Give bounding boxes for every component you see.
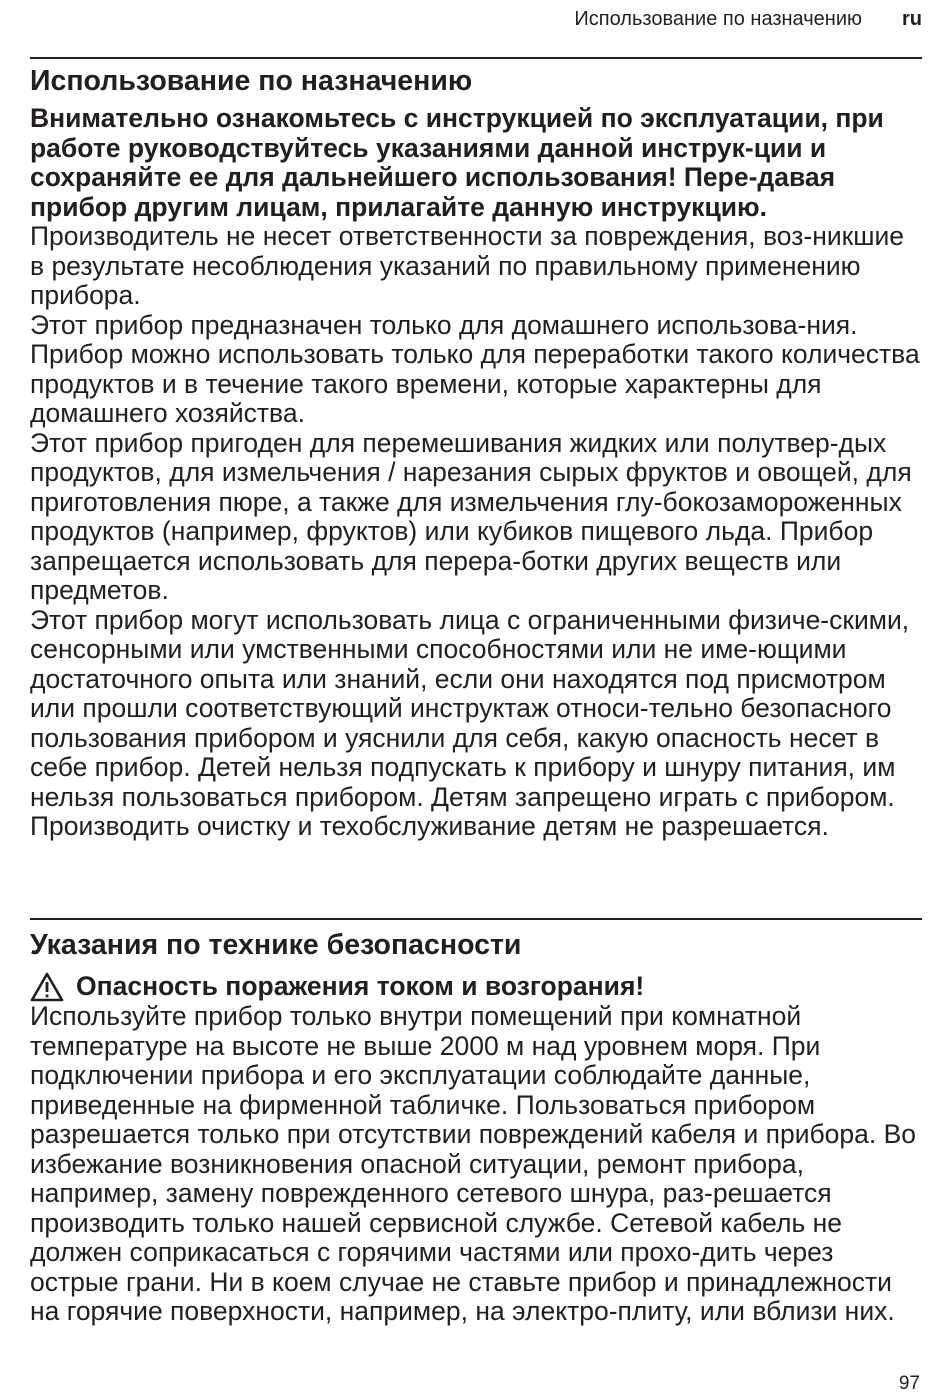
running-header-title: Использование по назначению bbox=[574, 7, 862, 30]
paragraph-household-use: Этот прибор предназначен только для домашнего использова-ния. Прибор можно использовать только для переработки такого количества продуктов и в течение такого времени, которые характерны для домашнего хозяйства. bbox=[30, 309, 920, 428]
paragraph-persons-children: Этот прибор могут использовать лица с ограниченными физиче-скими, сенсорными или умственными способностями или не име-ющими достаточного опыта или знаний, если они находятся под присмотром или прошли соответствующий инструктаж относи-тельно безопасного пользования прибором и уяснили для себя, какую опасность несет в себе прибор. Детей нельзя подпускать к прибору и шнуру питания, им нельзя пользоваться прибором. Детям запрещено играть с прибором. Производить очистку и техобслуживание детям не разрешается. bbox=[30, 604, 910, 841]
warning-title: Опасность поражения током и возгорания! bbox=[76, 971, 645, 1002]
intended-use-section bbox=[30, 104, 920, 842]
section-heading-safety: Указания по технике безопасности bbox=[30, 929, 522, 961]
intro-bold-paragraph: Внимательно ознакомьтесь с инструкцией по эксплуатации, при работе руководствуйтесь указаниями данной инструк-ции и сохраняйте ее для дальнейшего использования! Пере-давая прибор другим лицам, прилагайте данную инструкцию. bbox=[30, 103, 884, 222]
paragraph-suitable-use: Этот прибор пригоден для перемешивания жидких или полутвер-дых продуктов, для измельчения / нарезания сырых фруктов и овощей, для приготовления пюре, а также для измельчения глу-бокозамороженных продуктов (например, фруктов) или кубиков пищевого льда. Прибор запрещается использовать для перера-ботки других веществ или предметов. bbox=[30, 427, 912, 605]
page-number: 97 bbox=[898, 1373, 920, 1394]
warning-triangle-icon bbox=[30, 972, 64, 1002]
paragraph-liability: Производитель не несет ответственности за повреждения, воз-никшие в результате несоблюдения указаний по правильному применению прибора. bbox=[30, 221, 905, 310]
language-code: ru bbox=[902, 7, 922, 30]
page-header bbox=[30, 6, 922, 32]
paragraph-electric-safety: Используйте прибор только внутри помещений при комнатной температуре на высоте не выше 2000 м над уровнем моря. При подключении прибора и его эксплуатации соблюдайте данные, приведенные на фирменной табличке. Пользоваться прибором разрешается только при отсутствии повреждений кабеля и прибора. Во избежание возникновения опасной ситуации, ремонт прибора, например, замену поврежденного сетевого шнура, раз-решается производить только нашей сервисной службе. Сетевой кабель не должен соприкасаться с горячими частями или прохо-дить через острые грани. Ни в коем случае не ставьте прибор и принадлежности на горячие поверхности, например, на электро-плиту, или вблизи них. bbox=[30, 1001, 917, 1326]
warning-heading bbox=[30, 972, 920, 1002]
section-divider bbox=[30, 918, 922, 920]
safety-section bbox=[30, 972, 920, 1327]
section-heading-intended-use: Использование по назначению bbox=[30, 65, 473, 97]
top-divider bbox=[30, 57, 922, 59]
